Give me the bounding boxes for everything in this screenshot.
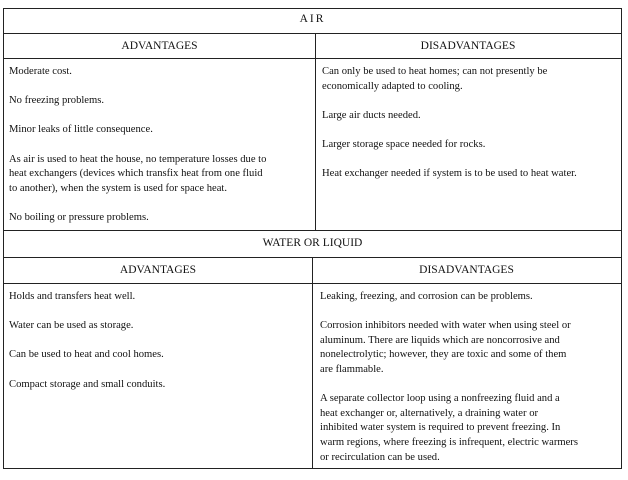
text-line: aluminum. There are liquids which are noncorrosive and <box>320 334 560 346</box>
text-line: Can only be used to heat homes; can not presently be <box>322 66 548 77</box>
text-line: A separate collector loop using a nonfreezing fluid and a <box>320 393 560 405</box>
text-line: Minor leaks of little consequence. <box>9 124 153 136</box>
water-disadvantages-list <box>320 290 620 480</box>
air-disadvantages-list <box>322 65 618 196</box>
list-item <box>9 65 313 80</box>
water-disadvantages-header: DISADVANTAGES <box>419 264 514 276</box>
text-line: Large air ducts needed. <box>322 109 421 121</box>
list-item <box>9 94 313 109</box>
list-item <box>9 153 313 197</box>
divider <box>4 33 621 34</box>
text-line: economically adapted to cooling. <box>322 80 463 92</box>
list-item <box>9 290 309 305</box>
list-item <box>320 319 620 377</box>
water-advantages-list <box>9 290 309 407</box>
text-line: Heat exchanger needed if system is to be used to heat water. <box>322 168 577 180</box>
text-line: Can be used to heat and cool homes. <box>9 349 164 361</box>
column-divider <box>315 33 316 230</box>
text-line: Moderate cost. <box>9 66 72 77</box>
text-line: inhibited water system is required to prevent freezing. In <box>320 422 561 434</box>
text-line: warm regions, where freezing is infrequent, electric warmers <box>320 436 578 448</box>
air-disadvantages-header: DISADVANTAGES <box>420 40 516 52</box>
text-line: Compact storage and small conduits. <box>9 378 166 390</box>
text-line: nonelectrolytic; however, they are toxic and some of them <box>320 349 567 361</box>
text-line: Corrosion inhibitors needed with water when using steel or <box>320 320 571 332</box>
list-item <box>322 109 618 124</box>
list-item <box>9 123 313 138</box>
water-title: WATER OR LIQUID <box>262 237 363 249</box>
text-line: Water can be used as storage. <box>9 320 134 332</box>
text-line: to another), when the system is used for space heat. <box>9 182 227 194</box>
list-item <box>9 319 309 334</box>
divider <box>4 58 621 59</box>
column-divider <box>312 257 313 469</box>
list-item <box>320 392 620 465</box>
text-line: heat exchanger or, alternatively, a draining water or <box>320 407 539 419</box>
water-advantages-header: ADVANTAGES <box>119 264 197 276</box>
text-line: No boiling or pressure problems. <box>9 211 149 223</box>
list-item <box>9 211 313 226</box>
list-item <box>9 378 309 393</box>
list-item <box>9 348 309 363</box>
air-advantages-header: ADVANTAGES <box>121 40 198 52</box>
text-line: are flammable. <box>320 363 384 375</box>
list-item <box>322 65 618 94</box>
list-item <box>320 290 620 305</box>
text-line: or recirculation can be used. <box>320 451 440 463</box>
air-advantages-list <box>9 65 313 240</box>
divider <box>4 230 621 231</box>
text-line: heat exchangers (devices which transfix heat from one fluid <box>9 168 263 180</box>
text-line: No freezing problems. <box>9 95 105 107</box>
list-item <box>322 167 618 182</box>
text-line: As air is used to heat the house, no temperature losses due to <box>9 153 267 165</box>
list-item <box>322 138 618 153</box>
text-line: Larger storage space needed for rocks. <box>322 138 486 150</box>
text-line: Leaking, freezing, and corrosion can be problems. <box>320 291 533 302</box>
air-title: AIR <box>299 13 326 25</box>
comparison-table <box>3 8 622 469</box>
text-line: Holds and transfers heat well. <box>9 291 136 302</box>
